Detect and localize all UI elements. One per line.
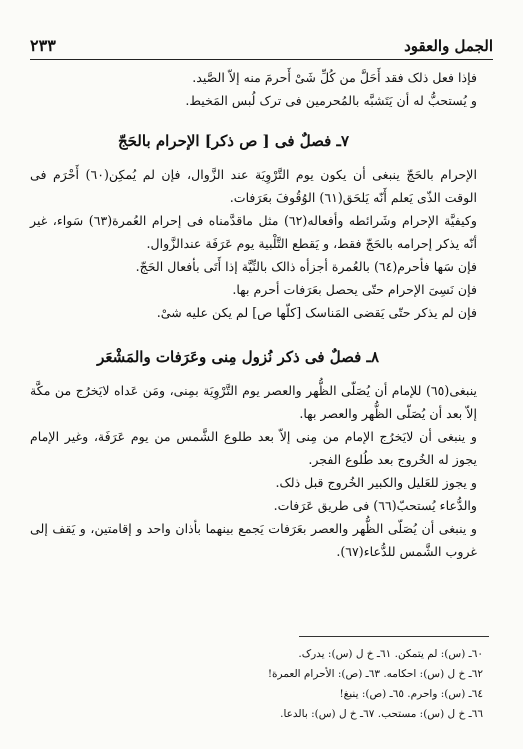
footnotes: [30, 644, 483, 724]
paragraph: فإن سَها فأحرم(٦٤) بالعُمرة أجزأه ذالک بالنِّیَّة إذا أَتَی بأفعال الحَجّ.: [135, 259, 477, 274]
footnote-line: ٦٢ـ خ ل (س): احکامه. ٦٣ـ (ص): الأحرام العمرة!: [267, 668, 483, 680]
paragraph: و يُستحبُّ له أن يَتَشبَّه بالمُحرمين فى ترک لُبس المَخيط.: [185, 93, 477, 108]
main-text: [30, 66, 489, 563]
footnote-divider: [299, 636, 489, 637]
footnote-line: ٦٤ـ (س): واحرم. ٦٥ـ (ص): ینبغ!: [339, 688, 483, 700]
paragraph: فإن لم یذکر حتّی یَقضی المَناسک [کلّها ص] لم یکن علیه شیْ.: [156, 305, 477, 320]
paragraph: وکیفیَّة الإحرام وشَرائطه وأفعاله(٦٢) مثل ماقدَّمناه فی إحرام العُمرة(٦٣) سَواء، غیر أنّه یذکر إحرامه بالحَجّ فقط، و یَقطع التَّلْبیة یوم عَرَفَة عندالزَّوال.: [30, 213, 477, 251]
paragraph: و ینبغی أن لایَخرُج الإمام من مِنی إلاّ بعد طلوع الشَّمس من یوم عَرَفَة، وغیر الإمام یجوز له الخُروج بعد طُلوع الفجر.: [30, 429, 477, 467]
running-title: الجمل والعقود: [404, 37, 493, 55]
footnote-line: ٦٠ـ (س): لم یتمکن. ٦١ـ خ ل (س): یدرک.: [298, 648, 483, 660]
paragraph: والدُّعاء یُستحبّ(٦٦) فی طریق عَرَفات.: [273, 498, 477, 513]
paragraph: فإن نَسِیَ الإحرام حتّی یحصل بعَرَفات أحرم بها.: [232, 282, 477, 297]
footnote-line: ٦٦ـ خ ل (س): مستحب. ٦٧ـ خ ل (س): بالدعا.: [280, 708, 483, 720]
section-heading-7: ٧ـ فصلٌ فی [ ص ذکر] الإحرام بالحَجّ: [117, 132, 349, 150]
paragraph: و ینبغی أن یُصَلّی الظُّهر والعصر بعَرَفات یَجمع بینهما بأذان واحد و إقامتین، و یَقف إلی غروب الشَّمس للدُّعاء(٦٧).: [30, 521, 477, 559]
paragraph: الإحرام بالحَجّ ینبغی أن یکون یوم التَّرْوِیَة عند الزَّوال، فإن لم یُمکِن(٦٠) أَحْرَم فی الوقت الذّی یَعلم أَنّه یَلحَق(٦١) الوُقُوفَ بعَرَفات.: [30, 167, 477, 205]
paragraph: و یجوز للعَلیل والکبیر الخُروج قبل ذلک.: [275, 475, 477, 490]
paragraph: ینبغی(٦٥) للإمام أن یُصَلّی الظُّهر والعصر یوم التَّرْوِیَة بمِنی، ومَن عَداه لایَخرُج من مکَّة إلاّ بعد أن یُصَلّی الظُّهر والعصر بها.: [30, 383, 477, 421]
paragraph: فإذا فعل ذلک فقد أَحَلَّ من كُلِّ شَىْ أَحرمَ منه إلاّ الصَّيد.: [192, 70, 477, 85]
page-number: ٢٣٣: [30, 36, 56, 55]
page-header: [30, 30, 493, 60]
section-heading-8: ٨ـ فصلٌ فی ذکر نُزول مِنی وعَرَفات والمَشْعَر: [97, 348, 379, 366]
